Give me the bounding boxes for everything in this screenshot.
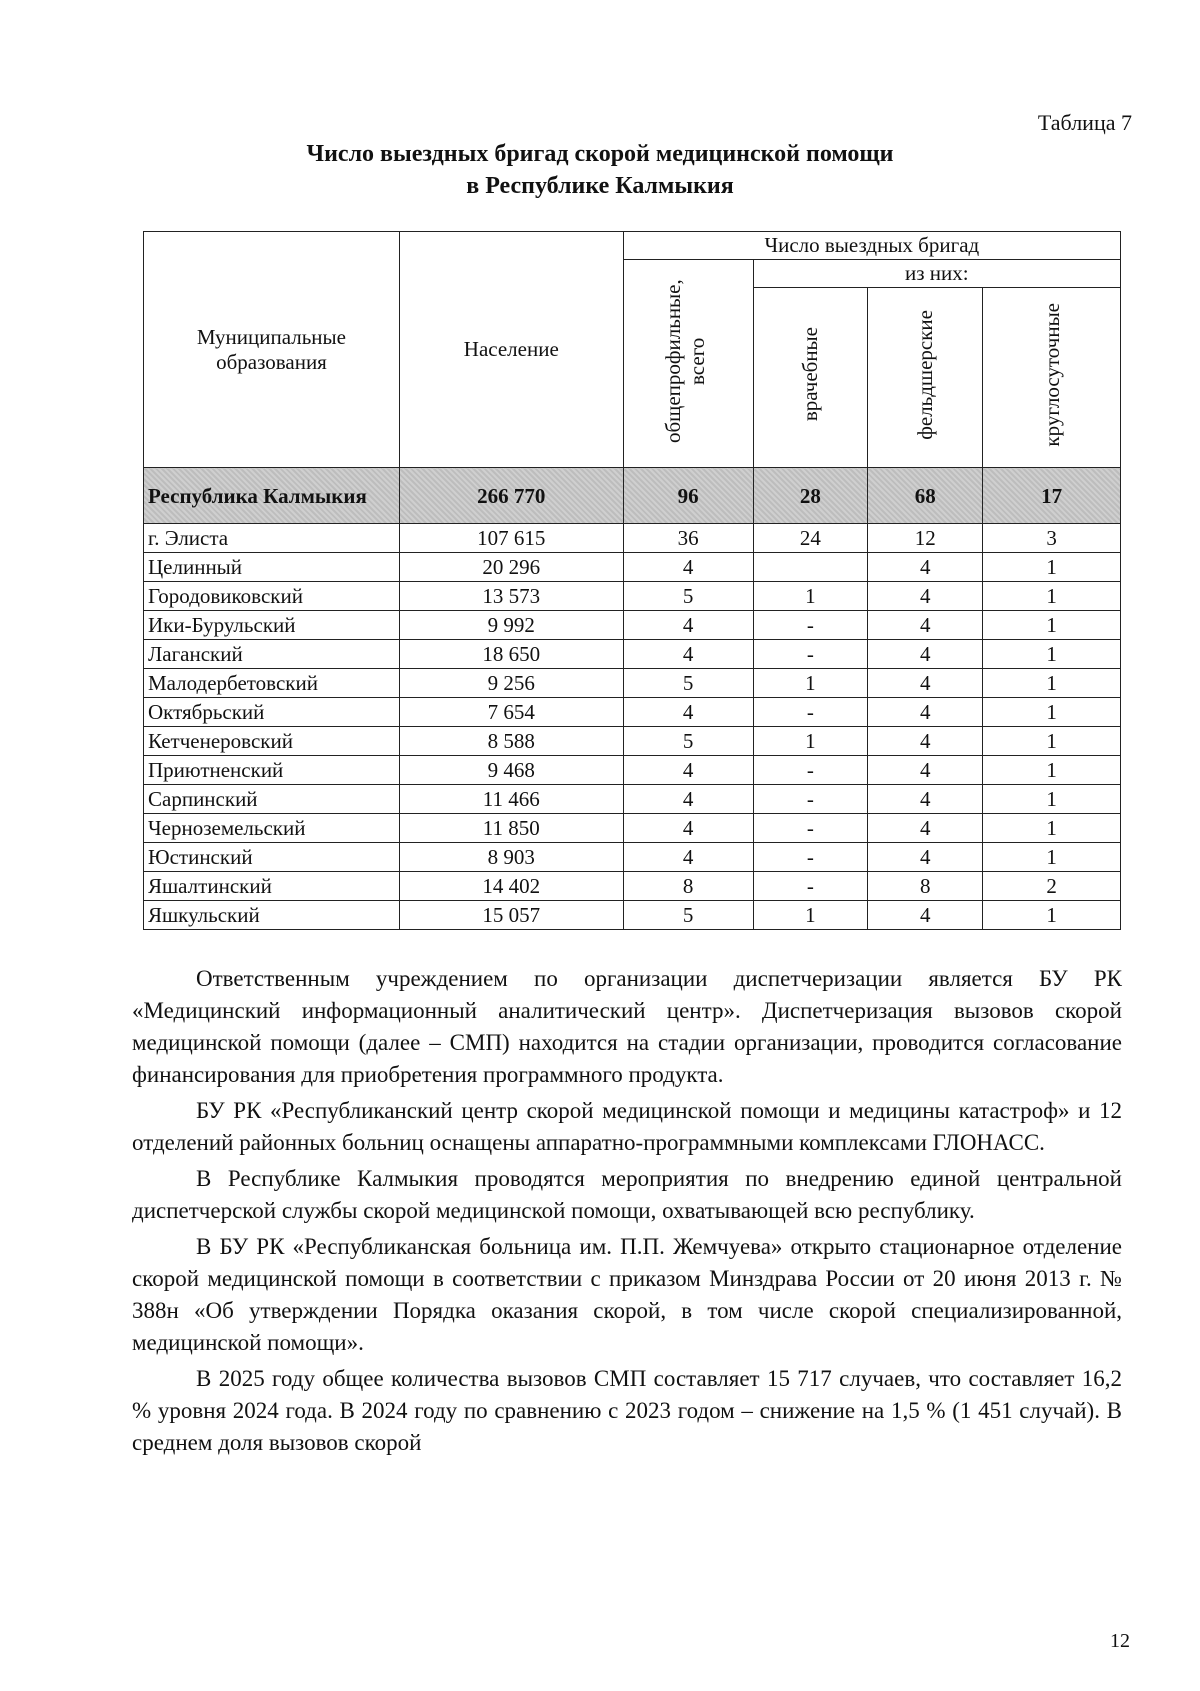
header-brigades-group: Число выездных бригад [623, 232, 1120, 260]
table-row [144, 669, 1121, 698]
cell-name: Малодербетовский [144, 669, 400, 698]
table-row [144, 843, 1121, 872]
total-row [144, 468, 1121, 524]
header-round: круглосуточные [1039, 302, 1064, 447]
cell-general: 5 [623, 582, 753, 611]
cell-doctor: 1 [753, 582, 868, 611]
table-row [144, 611, 1121, 640]
cell-round: 1 [983, 814, 1121, 843]
cell-doctor: 24 [753, 524, 868, 553]
cell-round: 3 [983, 524, 1121, 553]
cell-name: Черноземельский [144, 814, 400, 843]
cell-name: Октябрьский [144, 698, 400, 727]
paragraph: Ответственным учреждением по организации диспетчеризации является БУ РК «Медицинский информационный аналитический центр». Диспетчеризация вызовов скорой медицинской помощи (далее – СМП) находится на стадии организации, проводится согласование финансирования для приобретения программного продукта. [132, 966, 1122, 1087]
brigades-table [143, 231, 1121, 930]
cell-paramedic: 4 [868, 582, 983, 611]
cell-round: 1 [983, 901, 1121, 930]
cell-population: 15 057 [399, 901, 623, 930]
header-doctor-cell [753, 288, 868, 468]
table-row [144, 640, 1121, 669]
cell-general: 4 [623, 756, 753, 785]
cell-population: 18 650 [399, 640, 623, 669]
cell-paramedic: 4 [868, 640, 983, 669]
cell-doctor: - [753, 785, 868, 814]
total-population: 266 770 [399, 468, 623, 524]
header-general-cell [623, 260, 753, 468]
cell-general: 5 [623, 669, 753, 698]
header-municipal: Муниципальные образования [144, 232, 400, 468]
cell-paramedic: 4 [868, 756, 983, 785]
paragraph: В БУ РК «Республиканская больница им. П.П. Жемчуева» открыто стационарное отделение скорой медицинской помощи в соответствии с приказом Минздрава России от 20 июня 2013 г. № 388н «Об утверждении Порядка оказания скорой, в том числе скорой специализированной, медицинской помощи». [132, 1234, 1122, 1355]
cell-population: 13 573 [399, 582, 623, 611]
cell-name: Кетченеровский [144, 727, 400, 756]
header-doctor: врачебные [798, 327, 823, 422]
cell-population: 20 296 [399, 553, 623, 582]
total-name: Республика Калмыкия [144, 468, 400, 524]
header-of-them: из них: [753, 260, 1120, 288]
cell-paramedic: 4 [868, 843, 983, 872]
cell-name: Приютненский [144, 756, 400, 785]
cell-doctor: - [753, 611, 868, 640]
cell-paramedic: 8 [868, 872, 983, 901]
cell-population: 107 615 [399, 524, 623, 553]
cell-doctor: - [753, 698, 868, 727]
cell-paramedic: 12 [868, 524, 983, 553]
cell-round: 1 [983, 669, 1121, 698]
cell-round: 1 [983, 698, 1121, 727]
cell-doctor: 1 [753, 901, 868, 930]
header-paramedic-cell [868, 288, 983, 468]
cell-doctor: - [753, 640, 868, 669]
cell-doctor: 1 [753, 669, 868, 698]
header-population: Население [399, 232, 623, 468]
cell-general: 4 [623, 611, 753, 640]
cell-round: 1 [983, 785, 1121, 814]
cell-name: Яшкульский [144, 901, 400, 930]
total-general: 96 [623, 468, 753, 524]
cell-doctor: - [753, 756, 868, 785]
cell-doctor: - [753, 843, 868, 872]
cell-name: Целинный [144, 553, 400, 582]
cell-name: Юстинский [144, 843, 400, 872]
cell-population: 11 466 [399, 785, 623, 814]
cell-name: Яшалтинский [144, 872, 400, 901]
table-row [144, 785, 1121, 814]
cell-round: 1 [983, 611, 1121, 640]
cell-round: 1 [983, 582, 1121, 611]
cell-general: 4 [623, 843, 753, 872]
cell-population: 14 402 [399, 872, 623, 901]
body-text [132, 963, 1122, 1463]
table-row [144, 553, 1121, 582]
cell-general: 4 [623, 553, 753, 582]
table-row [144, 727, 1121, 756]
table-row [144, 756, 1121, 785]
table-row [144, 901, 1121, 930]
cell-paramedic: 4 [868, 611, 983, 640]
page-number: 12 [1110, 1630, 1130, 1652]
cell-general: 4 [623, 698, 753, 727]
cell-population: 9 256 [399, 669, 623, 698]
cell-name: Лаганский [144, 640, 400, 669]
cell-name: Сарпинский [144, 785, 400, 814]
cell-round: 1 [983, 727, 1121, 756]
cell-name: Городовиковский [144, 582, 400, 611]
cell-name: Ики-Бурульский [144, 611, 400, 640]
cell-general: 36 [623, 524, 753, 553]
cell-population: 7 654 [399, 698, 623, 727]
cell-round: 2 [983, 872, 1121, 901]
cell-doctor [753, 553, 868, 582]
cell-general: 4 [623, 785, 753, 814]
cell-paramedic: 4 [868, 669, 983, 698]
table-body [144, 468, 1121, 930]
paragraph: В 2025 году общее количества вызовов СМП составляет 15 717 случаев, что составляет 16,2 % уровня 2024 года. В 2024 году по сравнению с 2023 годом – снижение на 1,5 % (1 451 случай). В среднем доля вызовов скорой [132, 1366, 1122, 1455]
total-doctor: 28 [753, 468, 868, 524]
cell-general: 4 [623, 814, 753, 843]
table-label: Таблица 7 [1037, 110, 1132, 135]
cell-round: 1 [983, 553, 1121, 582]
cell-general: 5 [623, 901, 753, 930]
total-round: 17 [983, 468, 1121, 524]
cell-population: 9 468 [399, 756, 623, 785]
title-line-2: в Республике Калмыкия [466, 173, 734, 199]
total-paramedic: 68 [868, 468, 983, 524]
cell-paramedic: 4 [868, 727, 983, 756]
header-general: общепрофильные, всего [661, 278, 710, 443]
cell-population: 9 992 [399, 611, 623, 640]
cell-round: 1 [983, 756, 1121, 785]
cell-paramedic: 4 [868, 901, 983, 930]
cell-doctor: - [753, 872, 868, 901]
header-round-cell [983, 288, 1121, 468]
cell-round: 1 [983, 640, 1121, 669]
table-row [144, 582, 1121, 611]
cell-general: 4 [623, 640, 753, 669]
cell-population: 8 588 [399, 727, 623, 756]
header-paramedic: фельдшерские [913, 309, 938, 440]
table-title [0, 138, 1200, 202]
cell-name: г. Элиста [144, 524, 400, 553]
cell-round: 1 [983, 843, 1121, 872]
table-row [144, 814, 1121, 843]
cell-general: 8 [623, 872, 753, 901]
cell-paramedic: 4 [868, 785, 983, 814]
cell-general: 5 [623, 727, 753, 756]
cell-doctor: - [753, 814, 868, 843]
paragraph: В Республике Калмыкия проводятся мероприятия по внедрению единой центральной диспетчерской службы скорой медицинской помощи, охватывающей всю республику. [132, 1166, 1122, 1223]
cell-population: 11 850 [399, 814, 623, 843]
table-row [144, 698, 1121, 727]
cell-paramedic: 4 [868, 698, 983, 727]
table-row [144, 524, 1121, 553]
cell-paramedic: 4 [868, 814, 983, 843]
table-row [144, 872, 1121, 901]
paragraph: БУ РК «Республиканский центр скорой медицинской помощи и медицины катастроф» и 12 отделений районных больниц оснащены аппаратно-программными комплексами ГЛОНАСС. [132, 1098, 1122, 1155]
cell-population: 8 903 [399, 843, 623, 872]
cell-paramedic: 4 [868, 553, 983, 582]
cell-doctor: 1 [753, 727, 868, 756]
title-line-1: Число выездных бригад скорой медицинской помощи [306, 141, 894, 167]
